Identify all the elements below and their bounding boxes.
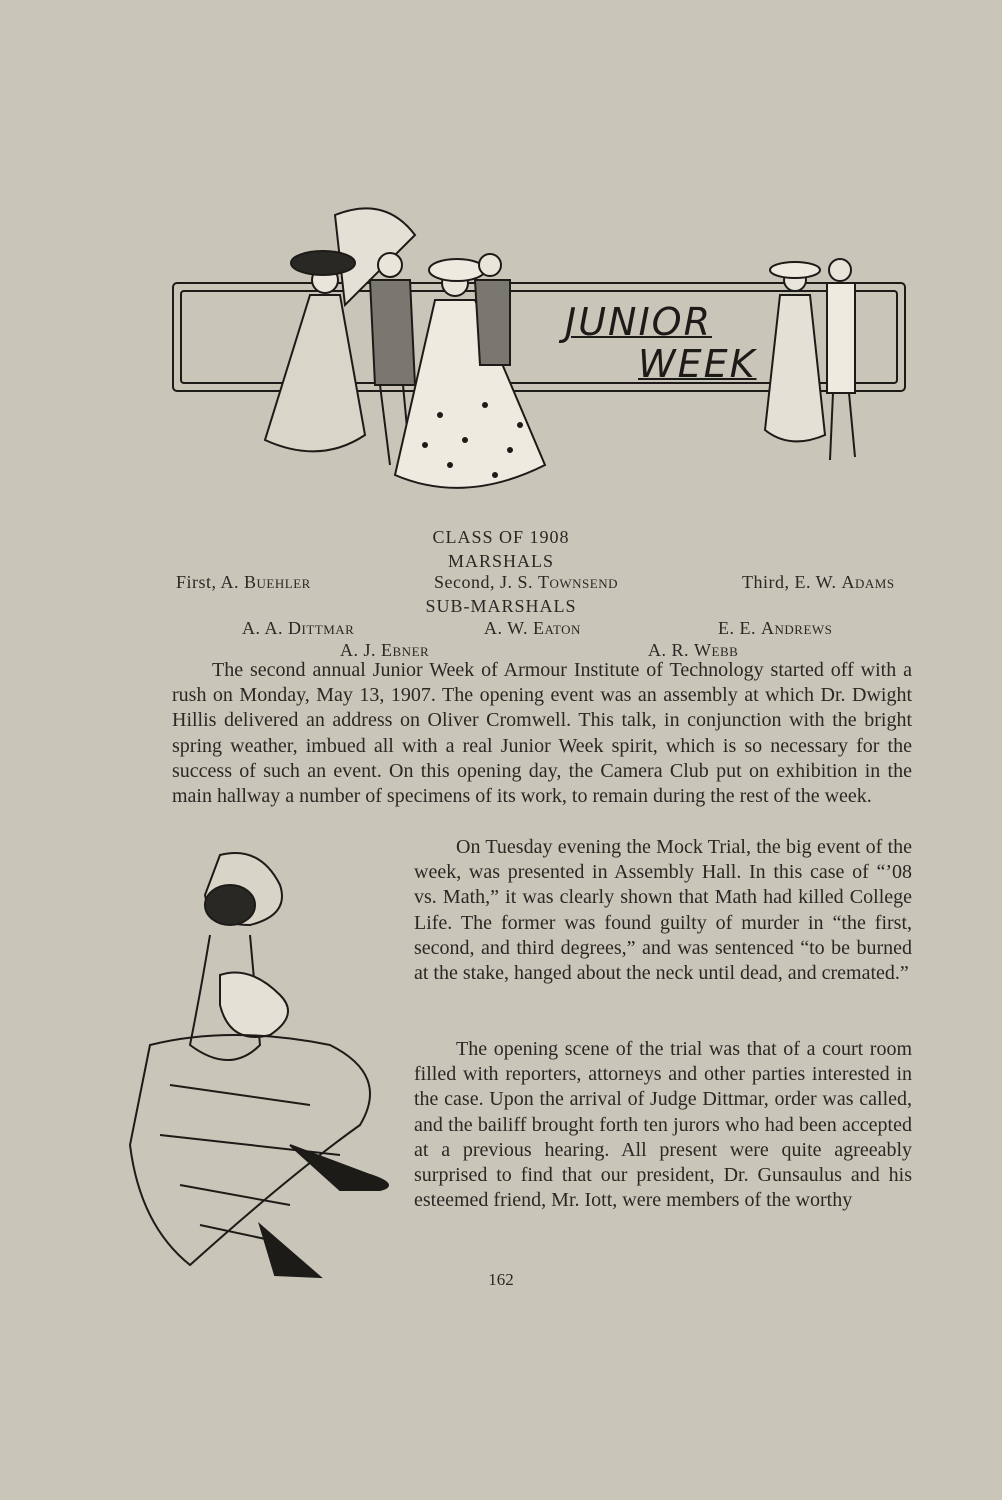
class-of-heading: CLASS OF 1908 [432,527,570,547]
marshal-second-prefix: Second, J. S. [434,572,539,592]
marshal-first [176,572,311,593]
sub-marshals-heading: SUB-MARSHALS [425,596,577,616]
marshals-heading: MARSHALS [447,551,555,571]
sub-marshal-2-name: Eaton [533,618,581,638]
paragraph-3-text: The opening scene of the trial was that of a court room filled with reporters, attorneys and other parties interested in the case. Upon the arrival of Judge Dittmar, order was called, and the bailiff brought forth ten jurors who had been accepted at a previous hearing. All present were quite agreeably surprised to find that our president, Dr. Gunsaulus and his esteemed friend, Mr. Iott, were members of the worthy [414,1038,912,1212]
junior-week-banner-illustration [165,195,915,515]
sub-marshal-2 [484,618,581,639]
sub-marshal-2-prefix: A. W. [484,618,534,638]
banner-drawing [165,195,915,515]
paragraph-1 [172,658,912,809]
page-number: 162 [488,1270,514,1289]
banner-title-week: WEEK [638,342,757,386]
sub-marshal-1-name: Dittmar [288,618,355,638]
couple-drawing [110,845,410,1290]
sub-marshal-1-prefix: A. A. [242,618,289,638]
marshal-third-prefix: Third, E. W. [742,572,842,592]
paragraph-1-text: The second annual Junior Week of Armour Institute of Technology started off with a rush on Monday, May 13, 1907. The opening event was an assembly at which Dr. Dwight Hillis delivered an address on Oliver Cromwell. This talk, in conjunction with the bright spring weather, imbued all with a real Junior Week spirit, which is so necessary for the success of such an event. On this opening day, the Camera Club put on exhibition in the main hallway a number of specimens of its work, to remain during the rest of the week. [172,659,912,808]
couple-illustration [110,845,410,1290]
paragraph-2-text: On Tuesday evening the Mock Trial, the big event of the week, was presented in Assembly Hall. In this case of “’08 vs. Math,” it was clearly shown that Math had killed College Life. The former was found guilty of murder in “the first, second, and third degrees,” and was sentenced “to be burned at the stake, hanged about the neck until dead, and cremated.” [414,836,912,985]
sub-marshal-1 [242,618,354,639]
sub-marshal-5-name: Webb [694,640,739,660]
banner-title-junior: JUNIOR [565,300,712,344]
sub-marshal-5-prefix: A. R. [648,640,695,660]
marshal-third-name: Adams [841,572,895,592]
sub-marshal-4-name: Ebner [381,640,430,660]
paragraph-3 [414,1037,912,1213]
sub-marshal-3-prefix: E. E. [718,618,761,638]
sub-marshal-3 [718,618,832,639]
sub-marshal-4-prefix: A. J. [340,640,382,660]
marshal-first-prefix: First, A. [176,572,245,592]
paragraph-2 [414,835,912,986]
sub-marshal-3-name: Andrews [761,618,833,638]
marshal-second-name: Townsend [538,572,619,592]
marshal-third [742,572,895,593]
marshal-first-name: Buehler [244,572,311,592]
marshal-second [434,572,618,593]
